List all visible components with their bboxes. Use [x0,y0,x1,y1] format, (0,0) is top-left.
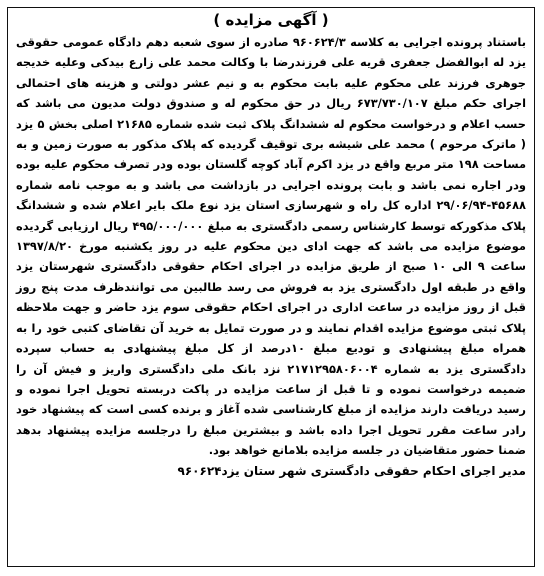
notice-body-text: باستناد پرونده اجرایی به کلاسه ۹۶۰۶۲۴/۳ صادره از سوی شعبه دهم دادگاه عمومی حقوقی یزد له ابوالفضل جعفری قریه علی فرزندرضا با وکالت محمد علی زارع بیدکی وعلیه خدیجه جوهری فرزند علی محکوم علیه بابت محکوم به و نیم عشر دولتی و هزینه های احتمالی اجرای حکم مبلغ ۶۷۳/۷۳۰/۱۰۷ ریال در حق محکوم له و صندوق دولت مدیون می باشد که حسب اعلام و درخواست محکوم له ششدانگ پلاک ثبت شده شماره ۲۱۶۸۵ اصلی بخش ۵ یزد ( ماترک مرحوم ) محمد علی شیشه بری توقیف گردیده که پلاک مذکور به صورت زمین و به مساحت ۱۹۸ متر مربع واقع در یزد اکرم آباد کوچه گلستان بوده ودر تصرف محکوم علیه بوده ودر اجاره نمی باشد و بابت پرونده اجرایی در بازداشت می باشد و به موجب نامه شماره ۴۵۶۸۸-۲۹/۰۶/۹۴ اداره کل راه و شهرسازی استان یزد نوع ملک بایر اعلام شده و ششدانگ پلاک مذکورکه توسط کارشناس رسمی دادگستری به مبلغ ۴۹۵/۰۰۰/۰۰۰ ریال ارزیابی گردیده موضوع مزایده می باشد که جهت ادای دین محکوم علیه در روز یکشنبه مورخ ۱۳۹۷/۸/۲۰ ساعت ۹ الی ۱۰ صبح از طریق مزایده در اجرای احکام حقوقی دادگستری شهرستان یزد واقع در طبقه اول دادگستری یزد به فروش می رسد طالبین می توانندظرف مدت پنج روز قبل از روز مزایده در ساعت اداری در اجرای احکام حقوقی سوم یزد حاضر و جهت ملاحظه پلاک ثبتی موضوع مزایده اقدام نمایند و در صورت تمایل به خرید آن تقاضای کتبی خود را به همراه مبلغ پیشنهادی و تودیع مبلغ ۱۰درصد از کل مبلغ پیشنهادی به حساب سپرده دادگستری یزد به شماره ۲۱۷۱۲۹۵۸۰۶۰۰۴ نزد بانک ملی دادگستری واریز و فیش آن را ضمیمه درخواست نموده و تا قبل از ساعت مزایده در پاکت دربسته تحویل اجرا نموده و رسید دریافت دارند مزایده از مبلغ کارشناسی شده آغاز و برنده کسی است که پیشنهاد خود رادر ساعت مقرر تحویل اجرا داده باشد و بیشترین مبلغ را درجلسه مزایده پیشنهاد بدهد ضمنا حضور متقاضیان در جلسه مزایده بلامانع خواهد بود. [16,35,527,458]
notice-title: ( آگهی مزایده ) [213,11,329,29]
notice-signature: مدیر اجرای احکام حقوقی دادگستری شهر ستان یزد۹۶۰۶۲۴ [177,463,526,478]
notice-body-container [16,32,526,560]
auction-notice [7,7,535,567]
